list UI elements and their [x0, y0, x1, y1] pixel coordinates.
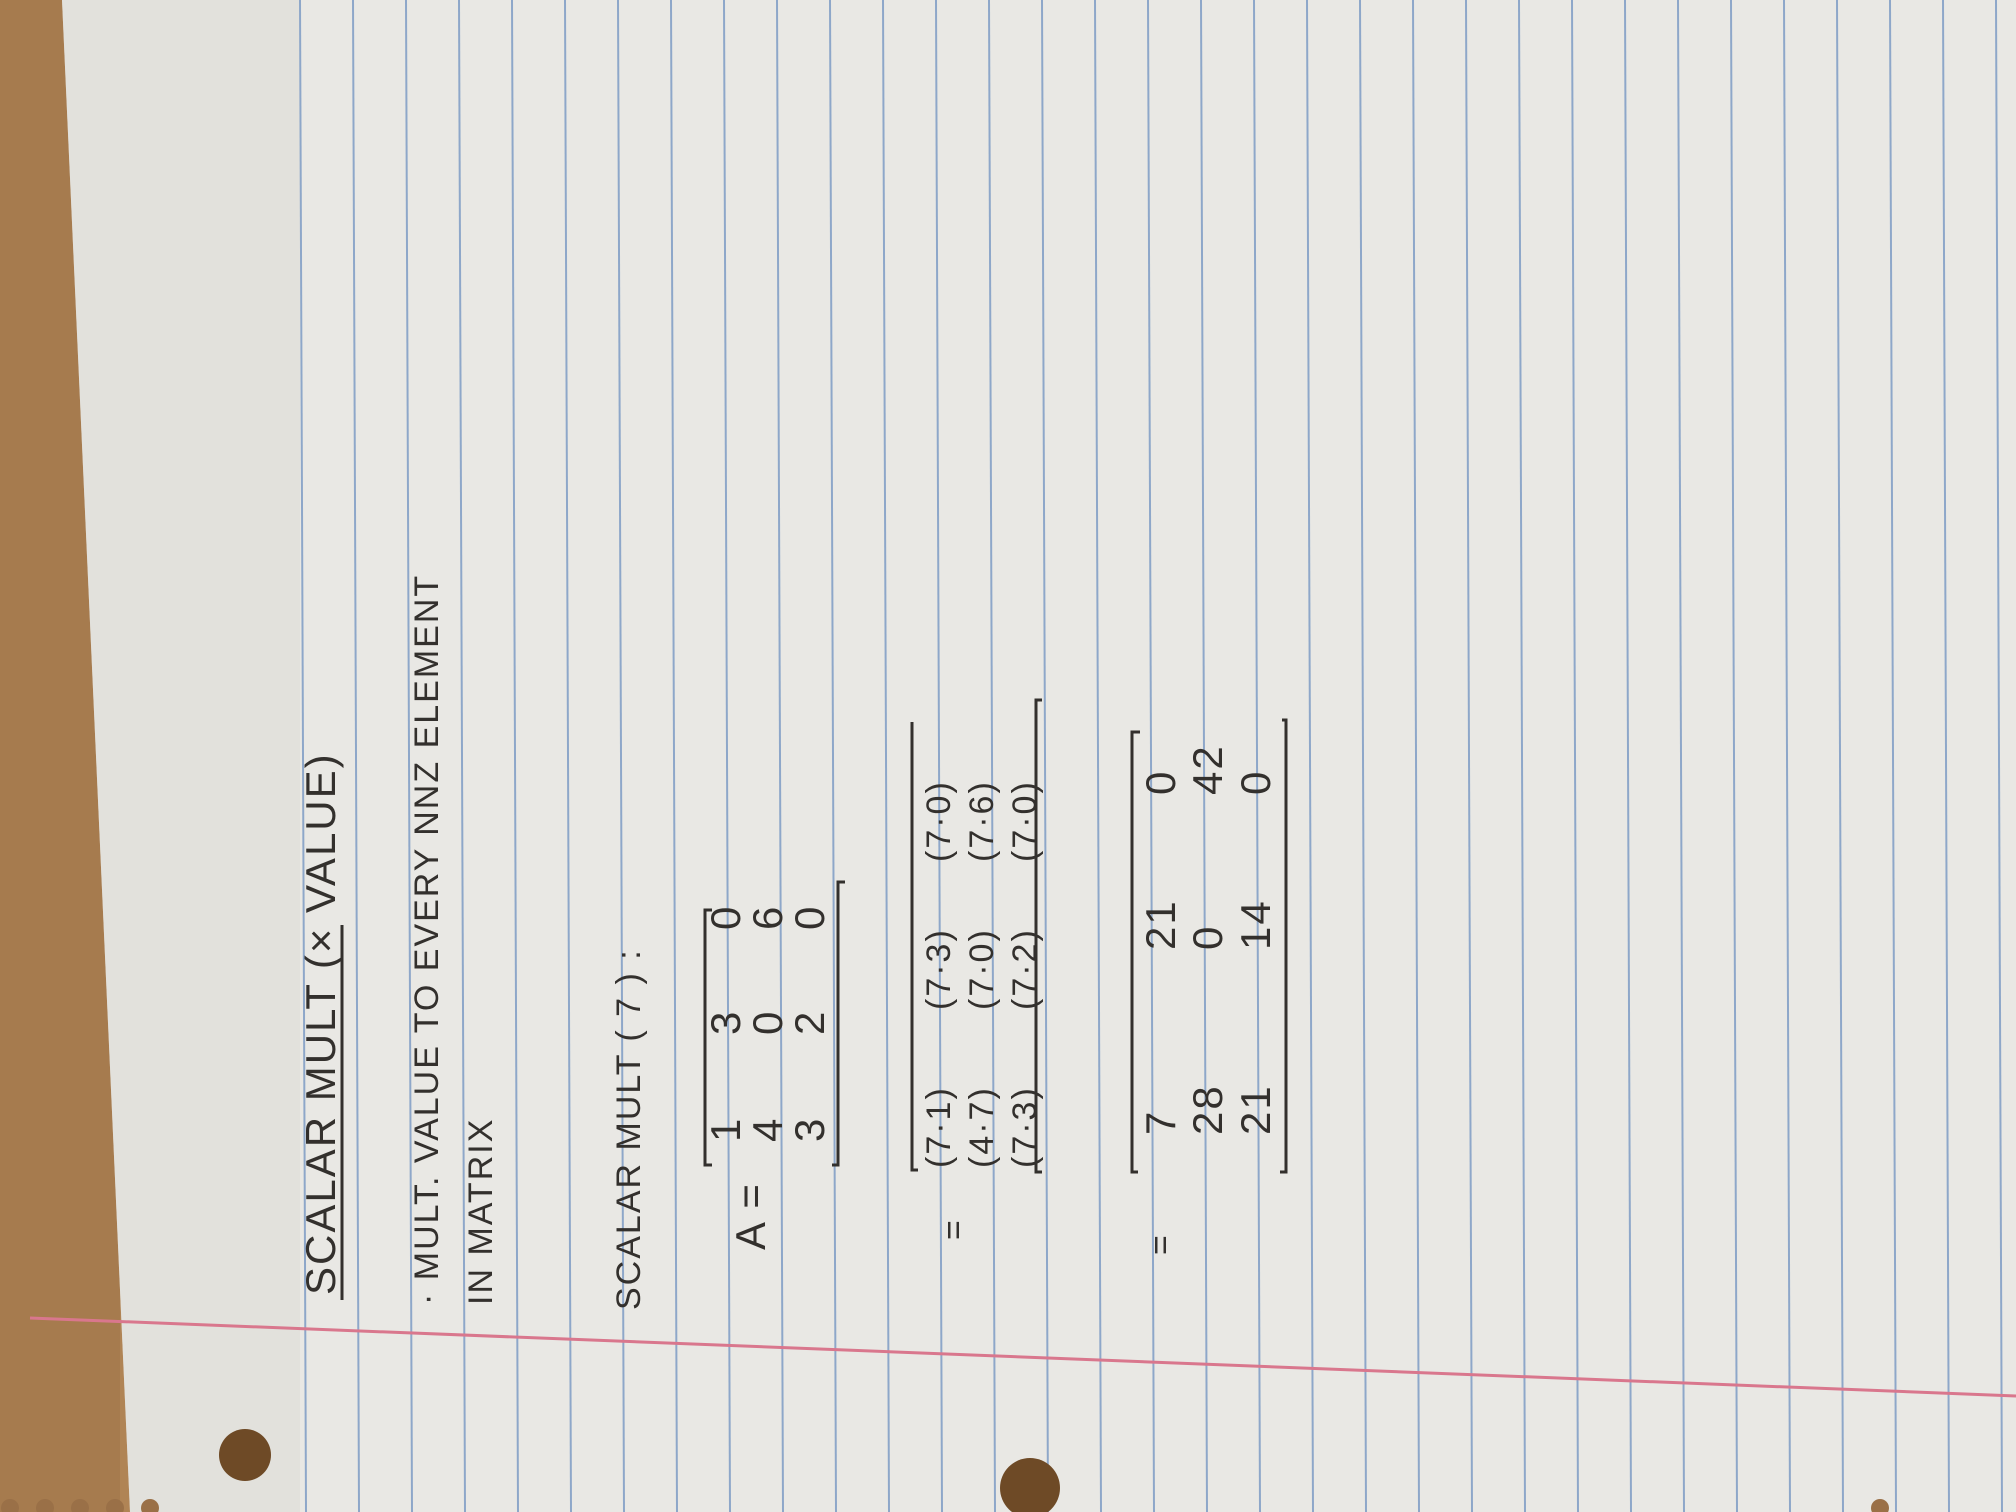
matrix-cell: 0	[786, 904, 833, 930]
result-equals: =	[1142, 1233, 1180, 1255]
matrix-cell: 0	[1184, 924, 1231, 950]
matrix-cell: 21	[1232, 1084, 1279, 1135]
matrix-cell: 4	[744, 1116, 791, 1142]
binder-hole	[219, 1429, 271, 1481]
matrix-cell: (7·3)	[920, 928, 958, 1010]
matrix-a-name: A =	[727, 1182, 774, 1250]
matrix-products	[920, 780, 1044, 1168]
note-title: SCALAR MULT (× VALUE)	[297, 752, 344, 1295]
matrix-cell: (7·1)	[920, 1086, 958, 1168]
bullet-line-1: · MULT. VALUE TO EVERY NNZ ELEMENT	[408, 573, 446, 1305]
matrix-cell: 6	[744, 904, 791, 930]
matrix-cell: (7·0)	[1006, 780, 1044, 862]
matrix-cell: (4·7)	[963, 1086, 1001, 1168]
matrix-cell: (7·6)	[963, 780, 1001, 862]
matrix-cell: (7·3)	[1006, 1086, 1044, 1168]
matrix-cell: 42	[1184, 744, 1231, 795]
matrix-cell: 2	[786, 1009, 833, 1035]
matrix-cell: 28	[1184, 1084, 1231, 1135]
matrix-cell: 3	[786, 1116, 833, 1142]
matrix-cell: 7	[1137, 1109, 1184, 1135]
bullet-line-2: IN MATRIX	[462, 1117, 500, 1305]
matrix-cell: (7·0)	[963, 928, 1001, 1010]
matrix-cell: 0	[1137, 769, 1184, 795]
matrix-cell: 0	[744, 1009, 791, 1035]
matrix-cell: 14	[1232, 899, 1279, 950]
matrix-cell: (7·0)	[920, 780, 958, 862]
example-label: SCALAR MULT ( 7 ) :	[610, 948, 648, 1310]
matrix-cell: 3	[702, 1009, 749, 1035]
matrix-cell: (7·2)	[1006, 928, 1044, 1010]
matrix-cell: 0	[1232, 769, 1279, 795]
matrix-cell: 21	[1137, 899, 1184, 950]
matrix-cell: 0	[702, 904, 749, 930]
products-equals: =	[935, 1218, 973, 1240]
matrix-cell: 1	[702, 1116, 749, 1142]
